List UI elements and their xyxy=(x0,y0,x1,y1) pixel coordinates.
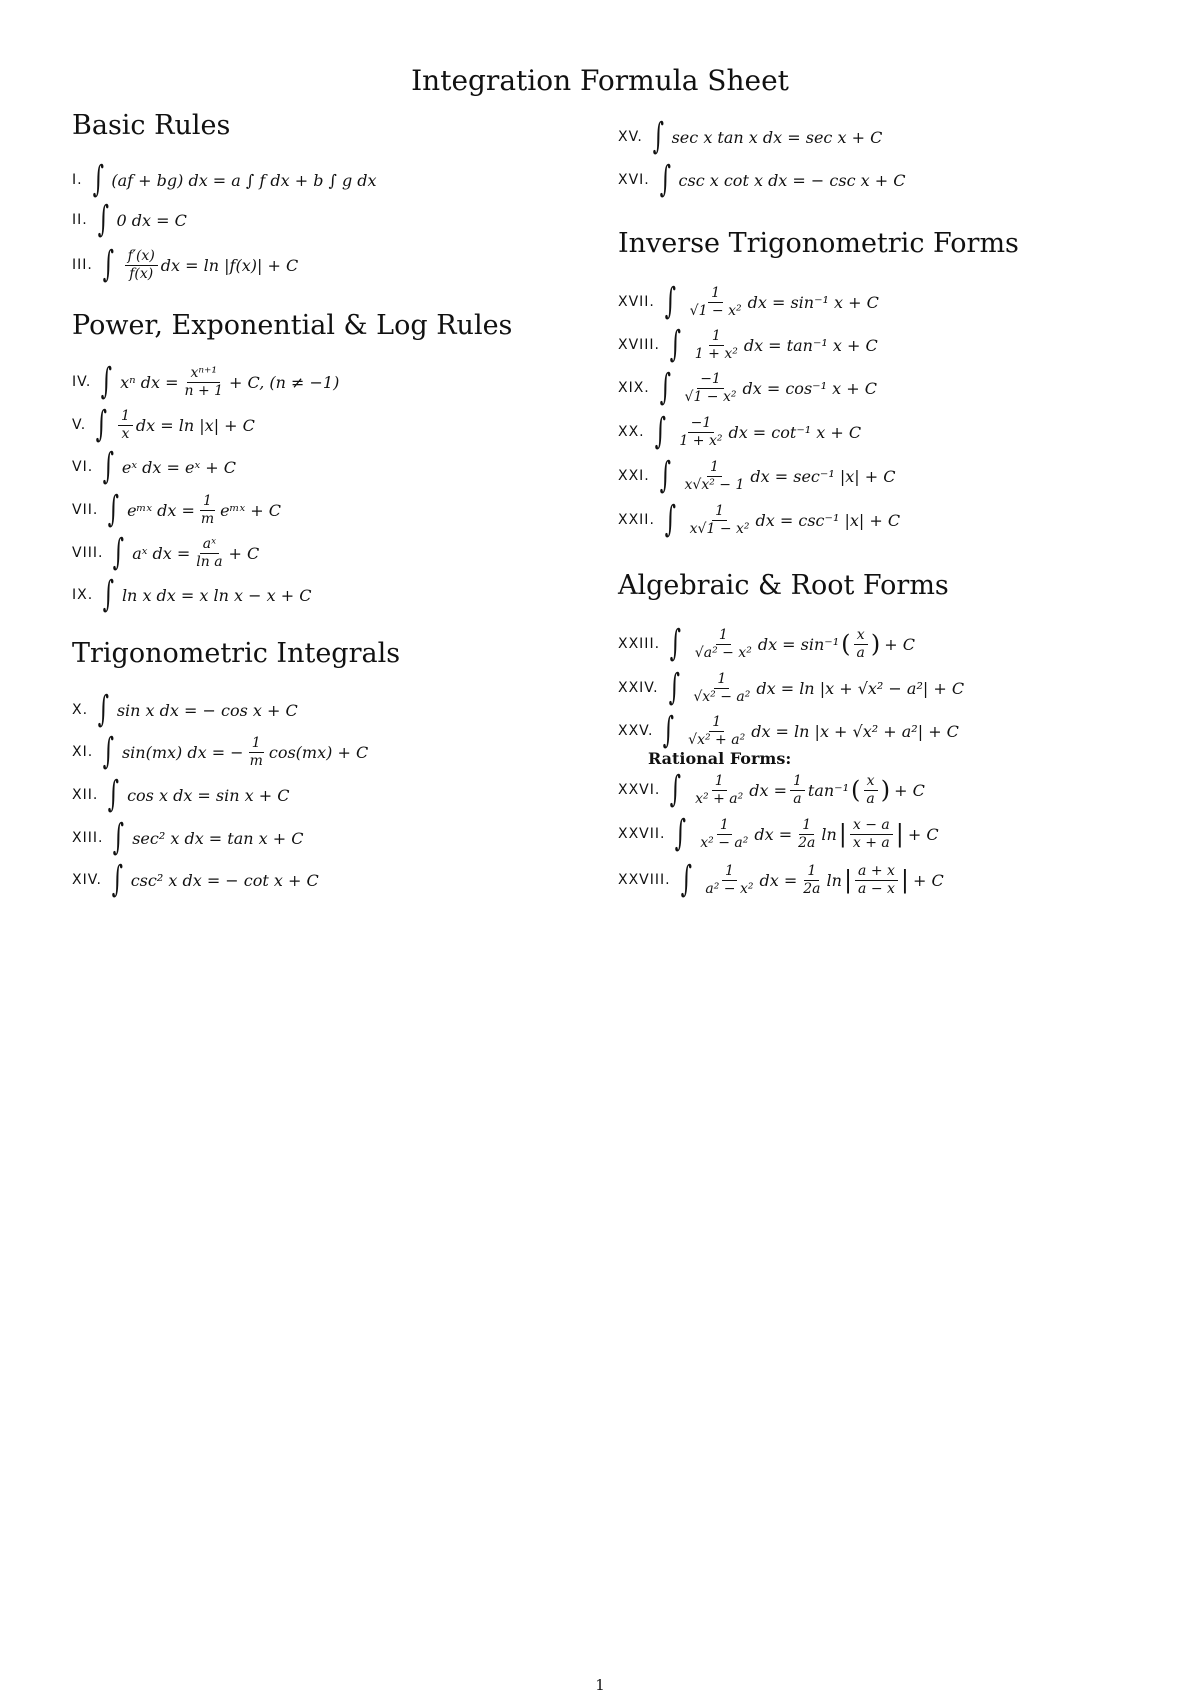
integral-sign: ∫ xyxy=(97,689,110,730)
formula-24: XXIV. ∫ 1 √x² − a² dx = ln |x + √x² − a²| + C xyxy=(618,667,965,708)
fraction: −1 1 + x² xyxy=(679,415,723,449)
section-heading-power-rules: Power, Exponential & Log Rules xyxy=(72,310,513,341)
formula-17: XVII. ∫ 1 √1 − x² dx = sin⁻¹ x + C xyxy=(618,281,879,322)
fraction: 1 √1 − x² xyxy=(689,285,742,319)
fraction: $\frac{\text{xⁿ⁺¹}}{n + 1}$ xyxy=(184,365,224,399)
formula-3: III. ∫ f′(x) f(x) dx = ln |f(x)| + C xyxy=(72,244,299,285)
integral-sign: ∫ xyxy=(113,817,125,858)
fraction: 1 x√x² − 1 xyxy=(684,459,745,493)
formula-6: VI. ∫ eˣ dx = eˣ + C xyxy=(72,446,236,487)
fraction: x a xyxy=(863,773,877,806)
section-heading-trig-integrals: Trigonometric Integrals xyxy=(72,638,401,669)
integral-sign: ∫ xyxy=(680,859,692,900)
fraction: $\frac{1}{m}$ xyxy=(249,735,263,769)
integral-sign: ∫ xyxy=(95,404,108,445)
formula-5: V. ∫ 1 x dx = ln |x| + C xyxy=(72,404,255,445)
fraction: 1 x√1 − x² xyxy=(689,503,750,537)
fraction: a + x a − x xyxy=(855,863,898,896)
fraction: $\frac{1}{a}$ xyxy=(790,773,805,806)
formula-23: XXIII. ∫ 1 √a² − x² dx = sin⁻¹ ( x a ) + C xyxy=(618,623,916,664)
integral-sign: ∫ xyxy=(669,623,682,664)
section-heading-algebraic-root: Algebraic & Root Forms xyxy=(618,570,949,601)
page-title: Integration Formula Sheet xyxy=(411,64,789,97)
formula-26: XXVI. ∫ 1 x² + a² dx = $\frac{1}{a}$ tan⁻¹ ( x a ) + C xyxy=(618,769,925,810)
integral-sign: ∫ xyxy=(659,367,671,408)
formula-11: XI. ∫ sin(mx) dx = − $\frac{1}{m}$ cos(mx) + C xyxy=(72,731,369,772)
formula-13: XIII. ∫ sec² x dx = tan x + C xyxy=(72,817,304,858)
formula-14: XIV. ∫ csc² x dx = − cot x + C xyxy=(72,859,319,900)
integral-sign: ∫ xyxy=(113,532,125,573)
fraction: 1 1 + x² xyxy=(694,328,738,362)
formula-22: XXII. ∫ 1 x√1 − x² dx = csc⁻¹ |x| + C xyxy=(618,499,901,540)
formula-21: XXI. ∫ 1 x√x² − 1 dx = sec⁻¹ |x| + C xyxy=(618,455,896,496)
integral-sign: ∫ xyxy=(108,774,120,815)
formula-20: XX. ∫ −1 1 + x² dx = cot⁻¹ x + C xyxy=(618,411,862,452)
integral-sign: ∫ xyxy=(108,489,120,530)
formula-1: I. ∫ (af + bg) dx = a ∫ f dx + b ∫ g dx xyxy=(72,159,377,200)
formula-18: XVIII. ∫ 1 1 + x² dx = tan⁻¹ x + C xyxy=(618,324,878,365)
formula-10: X. ∫ sin x dx = − cos x + C xyxy=(72,689,298,730)
integral-sign: ∫ xyxy=(102,574,115,615)
integral-sign: ∫ xyxy=(97,199,109,240)
formula-4: IV. ∫ xⁿ dx = $\frac{\text{xⁿ⁺¹}}{n + 1}$ + C, (n ≠ −1) xyxy=(72,361,340,402)
formula-9: IX. ∫ ln x dx = x ln x − x + C xyxy=(72,574,312,615)
integral-sign: ∫ xyxy=(659,455,671,496)
fraction: 1 √x² + a² xyxy=(688,714,746,748)
section-heading-inverse-trig: Inverse Trigonometric Forms xyxy=(618,228,1019,259)
integral-sign: ∫ xyxy=(652,116,664,157)
integral-sign: ∫ xyxy=(102,446,115,487)
fraction: x a xyxy=(854,627,868,660)
section-heading-basic-rules: Basic Rules xyxy=(72,110,231,141)
integral-sign: ∫ xyxy=(668,667,680,708)
integral-sign: ∫ xyxy=(654,411,666,452)
formula-12: XII. ∫ cos x dx = sin x + C xyxy=(72,774,290,815)
fraction: 1 √x² − a² xyxy=(693,671,751,705)
integral-sign: ∫ xyxy=(101,361,113,402)
integral-sign: ∫ xyxy=(663,710,675,751)
integral-sign: ∫ xyxy=(664,281,676,322)
integral-sign: ∫ xyxy=(111,859,123,900)
fraction: 1 √a² − x² xyxy=(694,627,752,661)
integral-sign: ∫ xyxy=(675,813,687,854)
integral-sign: ∫ xyxy=(664,499,676,540)
page-number: 1 xyxy=(595,1676,605,1694)
fraction: 1 a² − x² xyxy=(705,863,754,897)
fraction: f′(x) f(x) xyxy=(125,248,158,281)
fraction: $\frac{1}{m}$ xyxy=(200,493,215,527)
formula-8: VIII. ∫ aˣ dx = $\frac{\text{aˣ}}{\text{ln a}}$ + C xyxy=(72,532,260,573)
fraction: $\frac{\text{aˣ}}{\text{ln a}}$ xyxy=(196,536,223,570)
integral-sign: ∫ xyxy=(659,159,671,200)
formula-27: XXVII. ∫ 1 x² − a² dx = $\frac{1}{2a}$ ln | x − a x + a | + C xyxy=(618,813,939,854)
formula-7: VII. ∫ eᵐˣ dx = $\frac{1}{m}$ eᵐˣ + C xyxy=(72,489,281,530)
fraction: −1 √1 − x² xyxy=(684,371,737,405)
fraction: 1 x² − a² xyxy=(700,817,749,851)
fraction: 1 x xyxy=(118,408,133,441)
subheading-rational-forms: Rational Forms: xyxy=(648,749,792,768)
formula-16: XVI. ∫ csc x cot x dx = − csc x + C xyxy=(618,159,906,200)
formula-28: XXVIII. ∫ 1 a² − x² dx = $\frac{1}{2a}$ ln | a + x a − x | + C xyxy=(618,859,944,900)
fraction: x − a x + a xyxy=(850,817,893,850)
fraction: $\frac{1}{2a}$ xyxy=(803,863,821,897)
fraction: $\frac{1}{2a}$ xyxy=(798,817,816,851)
formula-25: XXV. ∫ 1 √x² + a² dx = ln |x + √x² + a²| + C xyxy=(618,710,959,751)
formula-19: XIX. ∫ −1 √1 − x² dx = cos⁻¹ x + C xyxy=(618,367,877,408)
formula-2: II. ∫ 0 dx = C xyxy=(72,199,187,240)
fraction: 1 x² + a² xyxy=(695,773,744,807)
formula-15: XV. ∫ sec x tan x dx = sec x + C xyxy=(618,116,883,157)
integral-sign: ∫ xyxy=(102,244,114,285)
integral-sign: ∫ xyxy=(670,769,682,810)
integral-sign: ∫ xyxy=(102,731,115,772)
integral-sign: ∫ xyxy=(92,159,104,200)
integral-sign: ∫ xyxy=(669,324,682,365)
